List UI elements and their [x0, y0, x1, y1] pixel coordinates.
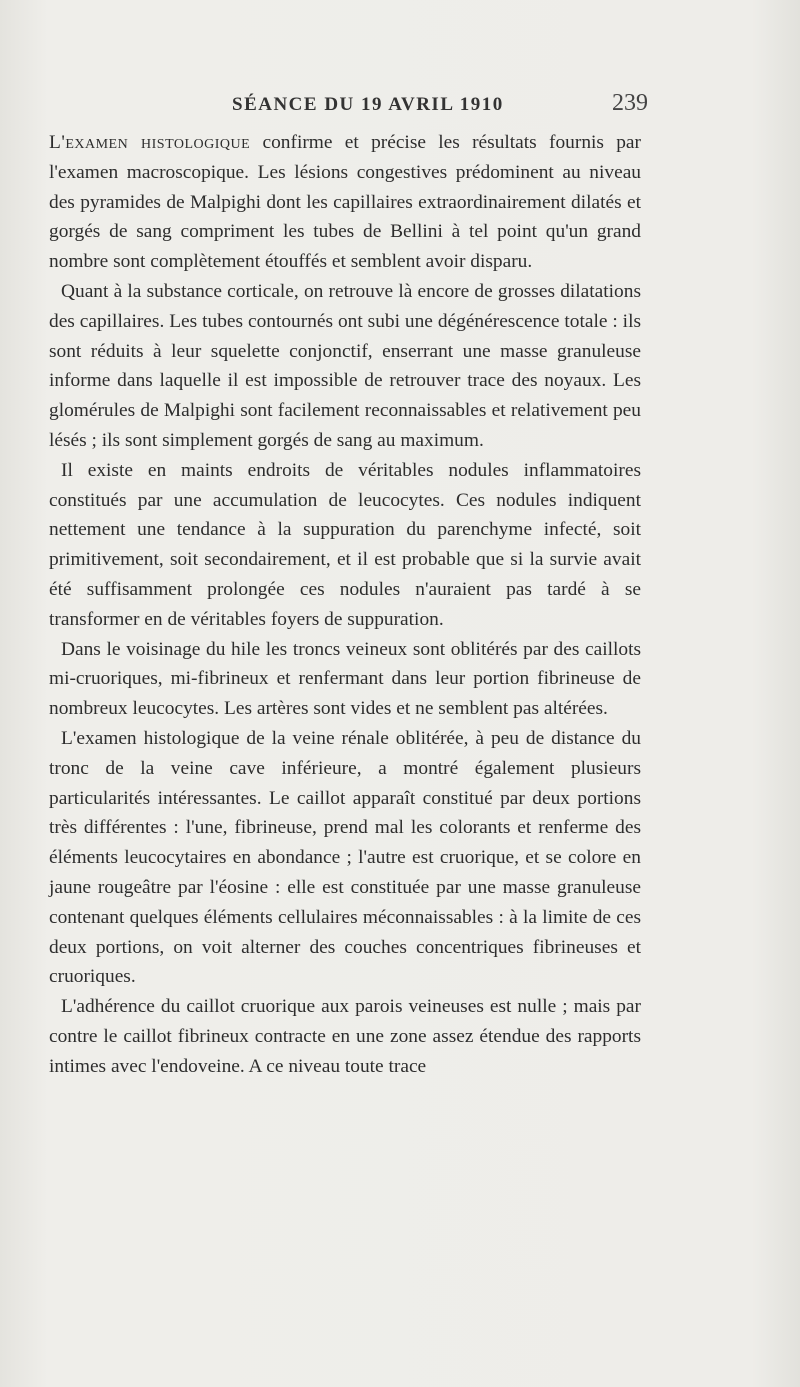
running-head [0, 90, 800, 124]
paragraph-1-text: confirme et précise les résultats fournis par l'examen macroscopique. Les lésions congestives prédominent au niveau des pyramides de Malpighi dont les capillaires extraordinairement dilatés et gorgés de sang compriment les tubes de Bellini à tel point qu'un grand nombre sont complètement étouffés et semblent avoir disparu. [49, 132, 641, 273]
section-lead-in: L'examen histologique [49, 132, 251, 153]
page-number: 239 [612, 90, 648, 116]
paragraph-2: Quant à la substance corticale, on retrouve là encore de grosses dilatations des capillaires. Les tubes contournés ont subi une dégénérescence totale : ils sont réduits à leur squelette conjonctif, enserrant une masse granuleuse informe dans laquelle il est impossible de retrouver trace des noyaux. Les glomérules de Malpighi sont facilement reconnaissables et relativement peu lésés ; ils sont simplement gorgés de sang au maximum. [49, 280, 641, 451]
body-text [49, 128, 641, 1082]
paragraph-6: L'adhérence du caillot cruorique aux parois veineuses est nulle ; mais par contre le caillot fibrineux contracte en une zone assez étendue des rapports intimes avec l'endoveine. A ce niveau toute trace [49, 996, 641, 1077]
running-title: SÉANCE DU 19 AVRIL 1910 [232, 94, 504, 115]
paragraph-4: Dans le voisinage du hile les troncs veineux sont oblitérés par des caillots mi-cruoriques, mi-fibrineux et renfermant dans leur portion fibrineuse de nombreux leucocytes. Les artères sont vides et ne semblent pas altérées. [49, 638, 641, 720]
paragraph-1 [49, 128, 641, 277]
paragraph-5: L'examen histologique de la veine rénale oblitérée, à peu de distance du tronc de la veine cave inférieure, a montré également plusieurs particularités intéressantes. Le caillot apparaît constitué par deux portions très différentes : l'une, fibrineuse, prend mal les colorants et renferme des éléments leucocytaires en abondance ; l'autre est cruorique, et se colore en jaune rougeâtre par l'éosine : elle est constituée par une masse granuleuse contenant quelques éléments cellulaires méconnaissables : à la limite de ces deux portions, on voit alterner des couches concentriques fibrineuses et cruoriques. [49, 727, 641, 988]
paragraph-3: Il existe en maints endroits de véritables nodules inflammatoires constitués par une accumulation de leucocytes. Ces nodules indiquent nettement une tendance à la suppuration du parenchyme infecté, soit primitivement, soit secondairement, et il est probable que si la survie avait été suffisamment prolongée ces nodules n'auraient pas tardé à se transformer en de véritables foyers de suppuration. [49, 459, 641, 630]
